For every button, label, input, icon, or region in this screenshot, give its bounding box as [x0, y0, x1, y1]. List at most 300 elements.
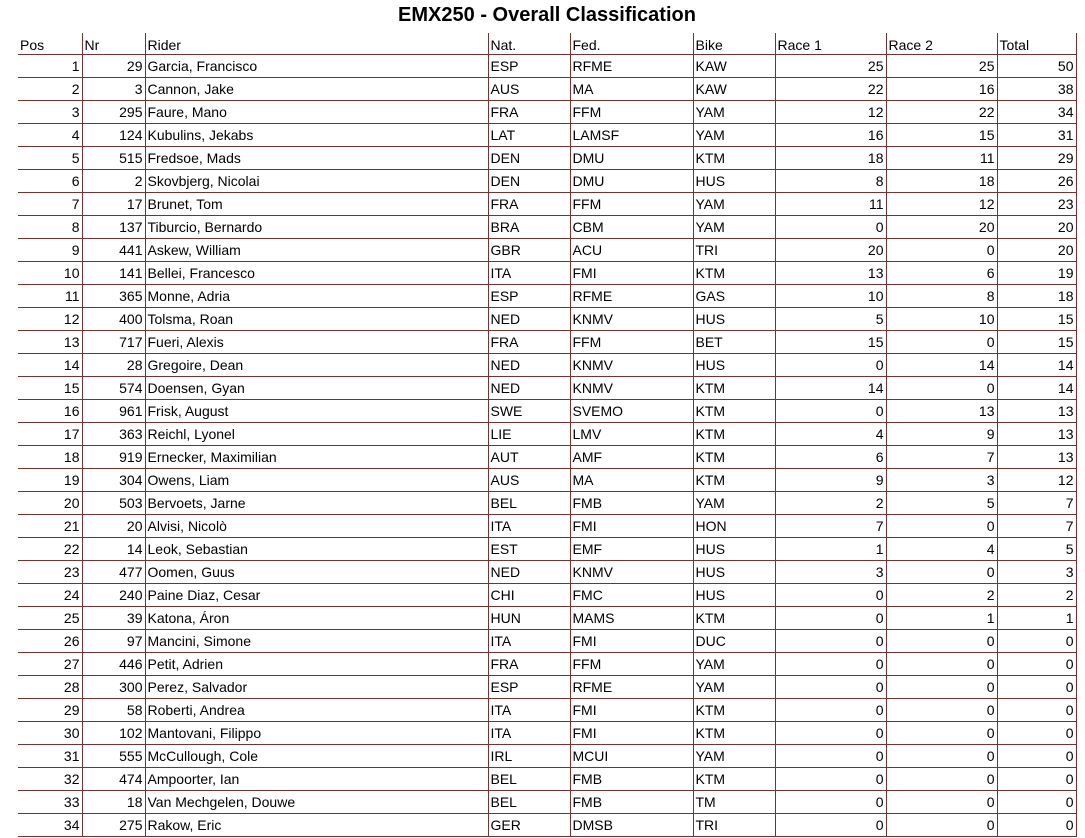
cell-fed: DMSB [570, 813, 693, 836]
cell-race-1: 0 [775, 215, 886, 238]
cell-rider: Faure, Mano [145, 100, 488, 123]
table-row [18, 606, 1076, 629]
header-row [18, 33, 1076, 54]
cell-race-2: 25 [886, 54, 997, 77]
cell-race-1: 0 [775, 790, 886, 813]
cell-rider: Rakow, Eric [145, 813, 488, 836]
cell-race-2: 0 [886, 721, 997, 744]
cell-fed: LMV [570, 422, 693, 445]
cell-pos: 19 [18, 468, 82, 491]
cell-nr: 503 [82, 491, 145, 514]
table-row [18, 675, 1076, 698]
cell-nat: AUS [488, 77, 570, 100]
cell-rider: Bervoets, Jarne [145, 491, 488, 514]
cell-nr: 18 [82, 790, 145, 813]
cell-fed: DMU [570, 146, 693, 169]
cell-race-2: 0 [886, 790, 997, 813]
cell-total: 14 [997, 353, 1076, 376]
cell-race-2: 0 [886, 675, 997, 698]
cell-bike: HUS [693, 560, 775, 583]
cell-rider: Reichl, Lyonel [145, 422, 488, 445]
cell-rider: McCullough, Cole [145, 744, 488, 767]
cell-nr: 141 [82, 261, 145, 284]
cell-race-1: 0 [775, 353, 886, 376]
cell-pos: 10 [18, 261, 82, 284]
cell-race-1: 0 [775, 583, 886, 606]
table-row [18, 721, 1076, 744]
cell-nat: NED [488, 353, 570, 376]
cell-fed: FFM [570, 652, 693, 675]
table-row [18, 169, 1076, 192]
cell-nr: 102 [82, 721, 145, 744]
page-title: EMX250 - Overall Classification [398, 4, 696, 26]
table-row [18, 123, 1076, 146]
cell-rider: Perez, Salvador [145, 675, 488, 698]
cell-bike: HUS [693, 537, 775, 560]
cell-total: 0 [997, 652, 1076, 675]
cell-rider: Monne, Adria [145, 284, 488, 307]
cell-pos: 25 [18, 606, 82, 629]
cell-rider: Van Mechgelen, Douwe [145, 790, 488, 813]
cell-nr: 717 [82, 330, 145, 353]
cell-race-2: 8 [886, 284, 997, 307]
column-header-fed: Fed. [570, 33, 693, 54]
cell-total: 0 [997, 813, 1076, 836]
cell-rider: Askew, William [145, 238, 488, 261]
cell-nr: 555 [82, 744, 145, 767]
cell-race-2: 4 [886, 537, 997, 560]
cell-nr: 304 [82, 468, 145, 491]
column-header-rider: Rider [145, 33, 488, 54]
cell-nat: LIE [488, 422, 570, 445]
cell-bike: HUS [693, 353, 775, 376]
cell-rider: Roberti, Andrea [145, 698, 488, 721]
table-row [18, 744, 1076, 767]
cell-nat: FRA [488, 100, 570, 123]
cell-race-1: 0 [775, 767, 886, 790]
cell-total: 3 [997, 560, 1076, 583]
cell-total: 7 [997, 491, 1076, 514]
cell-fed: LAMSF [570, 123, 693, 146]
cell-nat: LAT [488, 123, 570, 146]
cell-pos: 33 [18, 790, 82, 813]
cell-fed: MA [570, 468, 693, 491]
cell-race-1: 2 [775, 491, 886, 514]
table-row [18, 284, 1076, 307]
cell-race-2: 0 [886, 238, 997, 261]
cell-fed: EMF [570, 537, 693, 560]
cell-total: 0 [997, 675, 1076, 698]
cell-nat: DEN [488, 146, 570, 169]
cell-nr: 961 [82, 399, 145, 422]
cell-bike: KTM [693, 767, 775, 790]
table-row [18, 422, 1076, 445]
cell-fed: KNMV [570, 353, 693, 376]
cell-total: 38 [997, 77, 1076, 100]
cell-bike: TRI [693, 238, 775, 261]
table-row [18, 629, 1076, 652]
cell-nr: 441 [82, 238, 145, 261]
table-row [18, 537, 1076, 560]
cell-nr: 363 [82, 422, 145, 445]
cell-race-1: 9 [775, 468, 886, 491]
cell-pos: 1 [18, 54, 82, 77]
cell-total: 1 [997, 606, 1076, 629]
cell-fed: KNMV [570, 307, 693, 330]
cell-nat: ESP [488, 284, 570, 307]
cell-race-2: 3 [886, 468, 997, 491]
cell-nat: HUN [488, 606, 570, 629]
cell-nat: ITA [488, 721, 570, 744]
cell-nr: 240 [82, 583, 145, 606]
cell-race-1: 7 [775, 514, 886, 537]
cell-race-1: 0 [775, 652, 886, 675]
cell-nat: FRA [488, 652, 570, 675]
cell-nr: 400 [82, 307, 145, 330]
cell-bike: KAW [693, 54, 775, 77]
cell-total: 0 [997, 744, 1076, 767]
cell-race-2: 16 [886, 77, 997, 100]
cell-race-1: 0 [775, 629, 886, 652]
table-row [18, 491, 1076, 514]
cell-rider: Alvisi, Nicolò [145, 514, 488, 537]
classification-table [18, 33, 1077, 837]
cell-rider: Ampoorter, Ian [145, 767, 488, 790]
cell-race-1: 0 [775, 744, 886, 767]
table-row [18, 192, 1076, 215]
cell-bike: BET [693, 330, 775, 353]
cell-pos: 30 [18, 721, 82, 744]
table-row [18, 54, 1076, 77]
cell-race-1: 0 [775, 721, 886, 744]
cell-race-1: 13 [775, 261, 886, 284]
cell-pos: 15 [18, 376, 82, 399]
cell-total: 12 [997, 468, 1076, 491]
cell-fed: SVEMO [570, 399, 693, 422]
cell-bike: KTM [693, 445, 775, 468]
cell-fed: FFM [570, 100, 693, 123]
cell-pos: 16 [18, 399, 82, 422]
cell-nr: 3 [82, 77, 145, 100]
cell-pos: 6 [18, 169, 82, 192]
cell-fed: DMU [570, 169, 693, 192]
cell-nat: IRL [488, 744, 570, 767]
column-header-bike: Bike [693, 33, 775, 54]
cell-nat: NED [488, 376, 570, 399]
cell-rider: Petit, Adrien [145, 652, 488, 675]
cell-rider: Ernecker, Maximilian [145, 445, 488, 468]
cell-total: 18 [997, 284, 1076, 307]
cell-rider: Garcia, Francisco [145, 54, 488, 77]
cell-fed: FMI [570, 698, 693, 721]
cell-race-1: 8 [775, 169, 886, 192]
cell-fed: RFME [570, 675, 693, 698]
cell-race-2: 1 [886, 606, 997, 629]
cell-nr: 275 [82, 813, 145, 836]
cell-race-2: 2 [886, 583, 997, 606]
cell-race-2: 7 [886, 445, 997, 468]
cell-rider: Frisk, August [145, 399, 488, 422]
table-row [18, 307, 1076, 330]
cell-race-2: 0 [886, 698, 997, 721]
cell-fed: FMB [570, 491, 693, 514]
cell-race-2: 11 [886, 146, 997, 169]
cell-rider: Kubulins, Jekabs [145, 123, 488, 146]
cell-race-1: 3 [775, 560, 886, 583]
cell-pos: 34 [18, 813, 82, 836]
cell-race-2: 0 [886, 629, 997, 652]
cell-pos: 22 [18, 537, 82, 560]
cell-nr: 97 [82, 629, 145, 652]
cell-pos: 29 [18, 698, 82, 721]
cell-pos: 17 [18, 422, 82, 445]
column-header-race-1: Race 1 [775, 33, 886, 54]
cell-total: 0 [997, 790, 1076, 813]
cell-total: 0 [997, 629, 1076, 652]
cell-nat: GBR [488, 238, 570, 261]
cell-total: 29 [997, 146, 1076, 169]
cell-race-2: 0 [886, 744, 997, 767]
cell-race-1: 16 [775, 123, 886, 146]
cell-total: 15 [997, 307, 1076, 330]
cell-nr: 574 [82, 376, 145, 399]
table-row [18, 215, 1076, 238]
cell-fed: MCUI [570, 744, 693, 767]
cell-race-2: 5 [886, 491, 997, 514]
cell-pos: 23 [18, 560, 82, 583]
cell-race-1: 22 [775, 77, 886, 100]
cell-pos: 9 [18, 238, 82, 261]
cell-bike: HON [693, 514, 775, 537]
cell-nr: 124 [82, 123, 145, 146]
cell-nr: 14 [82, 537, 145, 560]
cell-bike: KTM [693, 261, 775, 284]
table-row [18, 767, 1076, 790]
cell-pos: 13 [18, 330, 82, 353]
cell-rider: Bellei, Francesco [145, 261, 488, 284]
cell-pos: 20 [18, 491, 82, 514]
cell-nr: 515 [82, 146, 145, 169]
column-header-nr: Nr [82, 33, 145, 54]
table-row [18, 468, 1076, 491]
cell-nat: GER [488, 813, 570, 836]
cell-race-2: 0 [886, 813, 997, 836]
cell-race-2: 0 [886, 767, 997, 790]
table-row [18, 376, 1076, 399]
cell-total: 15 [997, 330, 1076, 353]
cell-nr: 474 [82, 767, 145, 790]
column-header-total: Total [997, 33, 1076, 54]
cell-rider: Katona, Áron [145, 606, 488, 629]
cell-race-2: 0 [886, 376, 997, 399]
cell-rider: Owens, Liam [145, 468, 488, 491]
cell-nr: 919 [82, 445, 145, 468]
cell-total: 50 [997, 54, 1076, 77]
cell-bike: HUS [693, 169, 775, 192]
table-row [18, 77, 1076, 100]
cell-race-1: 20 [775, 238, 886, 261]
cell-nat: DEN [488, 169, 570, 192]
table-row [18, 146, 1076, 169]
cell-nr: 20 [82, 514, 145, 537]
cell-pos: 21 [18, 514, 82, 537]
table-row [18, 100, 1076, 123]
cell-bike: GAS [693, 284, 775, 307]
cell-pos: 7 [18, 192, 82, 215]
column-header-pos: Pos [18, 33, 82, 54]
cell-bike: KAW [693, 77, 775, 100]
cell-pos: 27 [18, 652, 82, 675]
cell-fed: FMB [570, 790, 693, 813]
cell-race-2: 6 [886, 261, 997, 284]
cell-bike: YAM [693, 215, 775, 238]
cell-nr: 28 [82, 353, 145, 376]
cell-race-2: 12 [886, 192, 997, 215]
cell-pos: 18 [18, 445, 82, 468]
cell-bike: KTM [693, 721, 775, 744]
table-row [18, 238, 1076, 261]
cell-pos: 2 [18, 77, 82, 100]
cell-fed: FMI [570, 721, 693, 744]
cell-nr: 137 [82, 215, 145, 238]
cell-race-2: 0 [886, 330, 997, 353]
cell-race-1: 0 [775, 399, 886, 422]
cell-nat: SWE [488, 399, 570, 422]
cell-pos: 31 [18, 744, 82, 767]
cell-pos: 24 [18, 583, 82, 606]
cell-total: 23 [997, 192, 1076, 215]
cell-bike: YAM [693, 123, 775, 146]
cell-race-2: 9 [886, 422, 997, 445]
cell-nat: BRA [488, 215, 570, 238]
cell-nat: BEL [488, 790, 570, 813]
cell-nat: FRA [488, 192, 570, 215]
cell-fed: FMC [570, 583, 693, 606]
cell-total: 34 [997, 100, 1076, 123]
cell-rider: Oomen, Guus [145, 560, 488, 583]
cell-nat: CHI [488, 583, 570, 606]
cell-race-2: 0 [886, 560, 997, 583]
column-header-nat: Nat. [488, 33, 570, 54]
cell-rider: Fueri, Alexis [145, 330, 488, 353]
table-row [18, 790, 1076, 813]
cell-race-1: 25 [775, 54, 886, 77]
cell-rider: Mancini, Simone [145, 629, 488, 652]
cell-total: 0 [997, 698, 1076, 721]
cell-fed: FMI [570, 629, 693, 652]
cell-nat: ITA [488, 514, 570, 537]
cell-nr: 446 [82, 652, 145, 675]
cell-race-1: 1 [775, 537, 886, 560]
cell-nat: BEL [488, 767, 570, 790]
cell-bike: YAM [693, 675, 775, 698]
cell-bike: YAM [693, 744, 775, 767]
cell-nr: 2 [82, 169, 145, 192]
cell-bike: TM [693, 790, 775, 813]
cell-rider: Brunet, Tom [145, 192, 488, 215]
column-header-race-2: Race 2 [886, 33, 997, 54]
cell-total: 20 [997, 238, 1076, 261]
cell-bike: HUS [693, 583, 775, 606]
cell-race-1: 14 [775, 376, 886, 399]
cell-race-2: 0 [886, 652, 997, 675]
cell-race-1: 4 [775, 422, 886, 445]
cell-total: 0 [997, 721, 1076, 744]
cell-total: 13 [997, 445, 1076, 468]
cell-fed: FFM [570, 192, 693, 215]
cell-total: 13 [997, 422, 1076, 445]
cell-rider: Gregoire, Dean [145, 353, 488, 376]
cell-race-2: 15 [886, 123, 997, 146]
cell-fed: MAMS [570, 606, 693, 629]
cell-nat: ITA [488, 698, 570, 721]
cell-fed: RFME [570, 284, 693, 307]
cell-race-1: 0 [775, 606, 886, 629]
cell-pos: 12 [18, 307, 82, 330]
table-row [18, 560, 1076, 583]
cell-nat: ESP [488, 54, 570, 77]
cell-race-1: 15 [775, 330, 886, 353]
cell-bike: TRI [693, 813, 775, 836]
table-row [18, 583, 1076, 606]
cell-nat: BEL [488, 491, 570, 514]
table-row [18, 813, 1076, 836]
cell-pos: 32 [18, 767, 82, 790]
cell-fed: KNMV [570, 560, 693, 583]
cell-race-1: 0 [775, 675, 886, 698]
cell-nat: ESP [488, 675, 570, 698]
cell-nr: 58 [82, 698, 145, 721]
cell-fed: FFM [570, 330, 693, 353]
cell-bike: YAM [693, 491, 775, 514]
cell-nat: ITA [488, 629, 570, 652]
cell-fed: CBM [570, 215, 693, 238]
cell-nat: AUS [488, 468, 570, 491]
cell-rider: Mantovani, Filippo [145, 721, 488, 744]
cell-race-1: 10 [775, 284, 886, 307]
cell-nr: 477 [82, 560, 145, 583]
cell-rider: Paine Diaz, Cesar [145, 583, 488, 606]
cell-race-1: 0 [775, 813, 886, 836]
cell-total: 13 [997, 399, 1076, 422]
cell-fed: FMI [570, 261, 693, 284]
cell-rider: Tiburcio, Bernardo [145, 215, 488, 238]
table-row [18, 652, 1076, 675]
cell-rider: Cannon, Jake [145, 77, 488, 100]
cell-bike: YAM [693, 100, 775, 123]
cell-fed: ACU [570, 238, 693, 261]
cell-total: 2 [997, 583, 1076, 606]
table-row [18, 698, 1076, 721]
cell-nr: 365 [82, 284, 145, 307]
cell-race-1: 12 [775, 100, 886, 123]
cell-total: 19 [997, 261, 1076, 284]
cell-race-2: 10 [886, 307, 997, 330]
cell-bike: KTM [693, 468, 775, 491]
cell-nat: NED [488, 307, 570, 330]
cell-pos: 11 [18, 284, 82, 307]
cell-total: 14 [997, 376, 1076, 399]
cell-bike: HUS [693, 307, 775, 330]
cell-race-1: 18 [775, 146, 886, 169]
cell-pos: 4 [18, 123, 82, 146]
table-row [18, 353, 1076, 376]
cell-total: 20 [997, 215, 1076, 238]
cell-fed: MA [570, 77, 693, 100]
cell-fed: FMI [570, 514, 693, 537]
cell-bike: YAM [693, 652, 775, 675]
cell-pos: 14 [18, 353, 82, 376]
